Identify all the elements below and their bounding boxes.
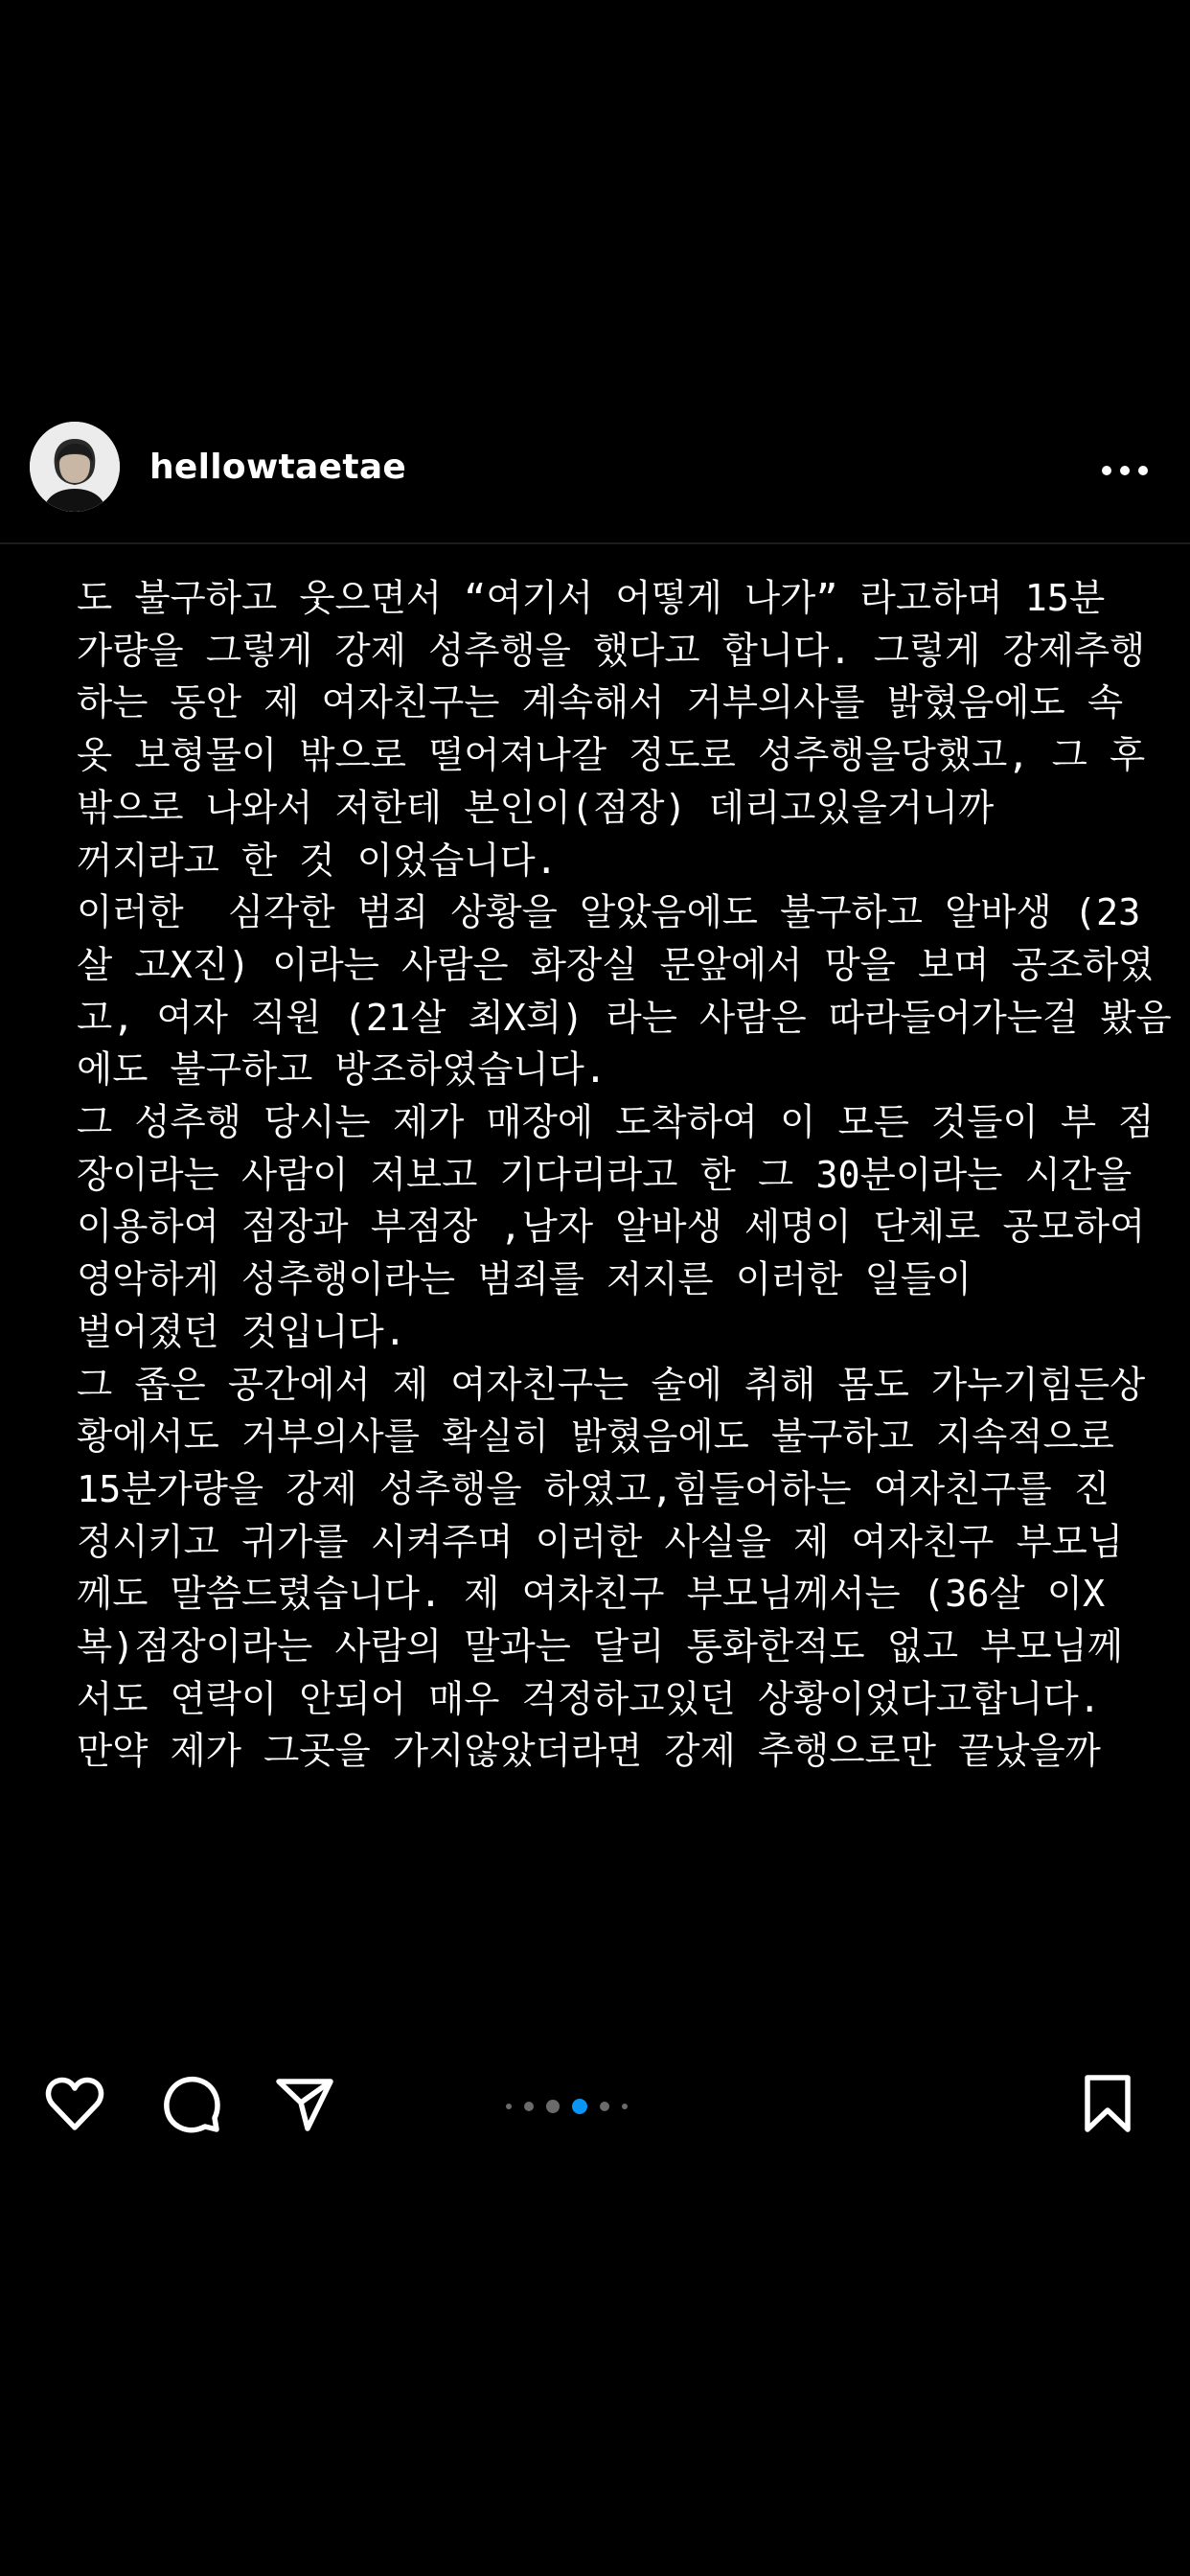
post-text-line: 장이라는 사람이 저보고 기다리라고 한 그 30분이라는 시간을 xyxy=(77,1153,1133,1197)
post-text-line: 하는 동안 제 여자친구는 계속해서 거부의사를 밝혔음에도 속 xyxy=(77,681,1124,725)
post-text-line: 꺼지라고 한 것 이었습니다. xyxy=(77,839,558,883)
post-text-line: 황에서도 거부의사를 확실히 밝혔음에도 불구하고 지속적으로 xyxy=(77,1415,1114,1460)
carousel-dot xyxy=(506,2104,512,2109)
post-text-line: 만약 제가 그곳을 가지않았더라면 강제 추행으로만 끝났을까 xyxy=(77,1730,1101,1774)
comment-bubble-icon[interactable] xyxy=(157,2070,224,2137)
post-text-line: 밖으로 나와서 저한테 본인이(점장) 데리고있을거니까 xyxy=(77,786,995,830)
post-text-line: 살 고X진) 이라는 사람은 화장실 문앞에서 망을 보며 공조하였 xyxy=(77,943,1155,987)
post-text-line: 그 좁은 공간에서 제 여자친구는 술에 취해 몸도 가누기힘든상 xyxy=(77,1363,1146,1407)
post-text-line: 복)점장이라는 사람의 말과는 달리 통화한적도 없고 부모님께 xyxy=(77,1625,1124,1669)
carousel-dot-active xyxy=(572,2099,587,2114)
post-text-line: 이용하여 점장과 부점장 ,남자 알바생 세명이 단체로 공모하여 xyxy=(77,1206,1146,1250)
username[interactable]: hellowtaetae xyxy=(149,448,407,487)
action-bar xyxy=(0,2070,1190,2137)
post-text-line: 정시키고 귀가를 시켜주며 이러한 사실을 제 여자친구 부모님 xyxy=(77,1520,1124,1564)
post-text-line: 가량을 그렇게 강제 성추행을 했다고 합니다. 그렇게 강제추행 xyxy=(77,629,1146,673)
post-text-line: 벌어졌던 것입니다. xyxy=(77,1310,406,1354)
more-horizontal-icon[interactable] xyxy=(1102,466,1148,475)
heart-icon[interactable] xyxy=(41,2070,108,2137)
bookmark-icon[interactable] xyxy=(1074,2070,1141,2137)
post-text-line: 영악하게 성추행이라는 범죄를 저지른 이러한 일들이 xyxy=(77,1258,973,1302)
post-header xyxy=(0,422,1190,516)
post-text-line: 그 성추행 당시는 제가 매장에 도착하여 이 모든 것들이 부 점 xyxy=(77,1101,1155,1145)
post-text-line: 에도 불구하고 방조하였습니다. xyxy=(77,1048,607,1092)
carousel-dot xyxy=(546,2100,560,2113)
avatar[interactable] xyxy=(30,422,120,512)
post-text-line: 옷 보형물이 밖으로 떨어져나갈 정도로 성추행을당했고, 그 후 xyxy=(77,734,1146,778)
post-text-line: 께도 말씀드렸습니다. 제 여차친구 부모님께서는 (36살 이X xyxy=(77,1573,1106,1617)
post-text-line: 서도 연락이 안되어 매우 걱정하고있던 상황이었다고합니다. xyxy=(77,1677,1101,1721)
profile-photo xyxy=(30,422,120,512)
post-text xyxy=(77,573,1172,1779)
carousel-indicator xyxy=(506,2099,698,2114)
carousel-dot xyxy=(524,2102,534,2111)
post-text-line: 15분가량을 강제 성추행을 하였고,힘들어하는 여자친구를 진 xyxy=(77,1467,1110,1511)
paper-plane-icon[interactable] xyxy=(271,2070,338,2137)
carousel-dot xyxy=(600,2102,609,2111)
post-image[interactable] xyxy=(0,544,1190,2034)
carousel-dot xyxy=(622,2104,628,2109)
post-text-line: 이러한 심각한 범죄 상황을 알았음에도 불구하고 알바생 (23 xyxy=(77,891,1141,935)
post-text-line: 도 불구하고 웃으면서 “여기서 어떻게 나가” 라고하며 15분 xyxy=(77,577,1106,620)
post-text-line: 고, 여자 직원 (21살 최X희) 라는 사람은 따라들어가는걸 봤음 xyxy=(77,996,1172,1040)
